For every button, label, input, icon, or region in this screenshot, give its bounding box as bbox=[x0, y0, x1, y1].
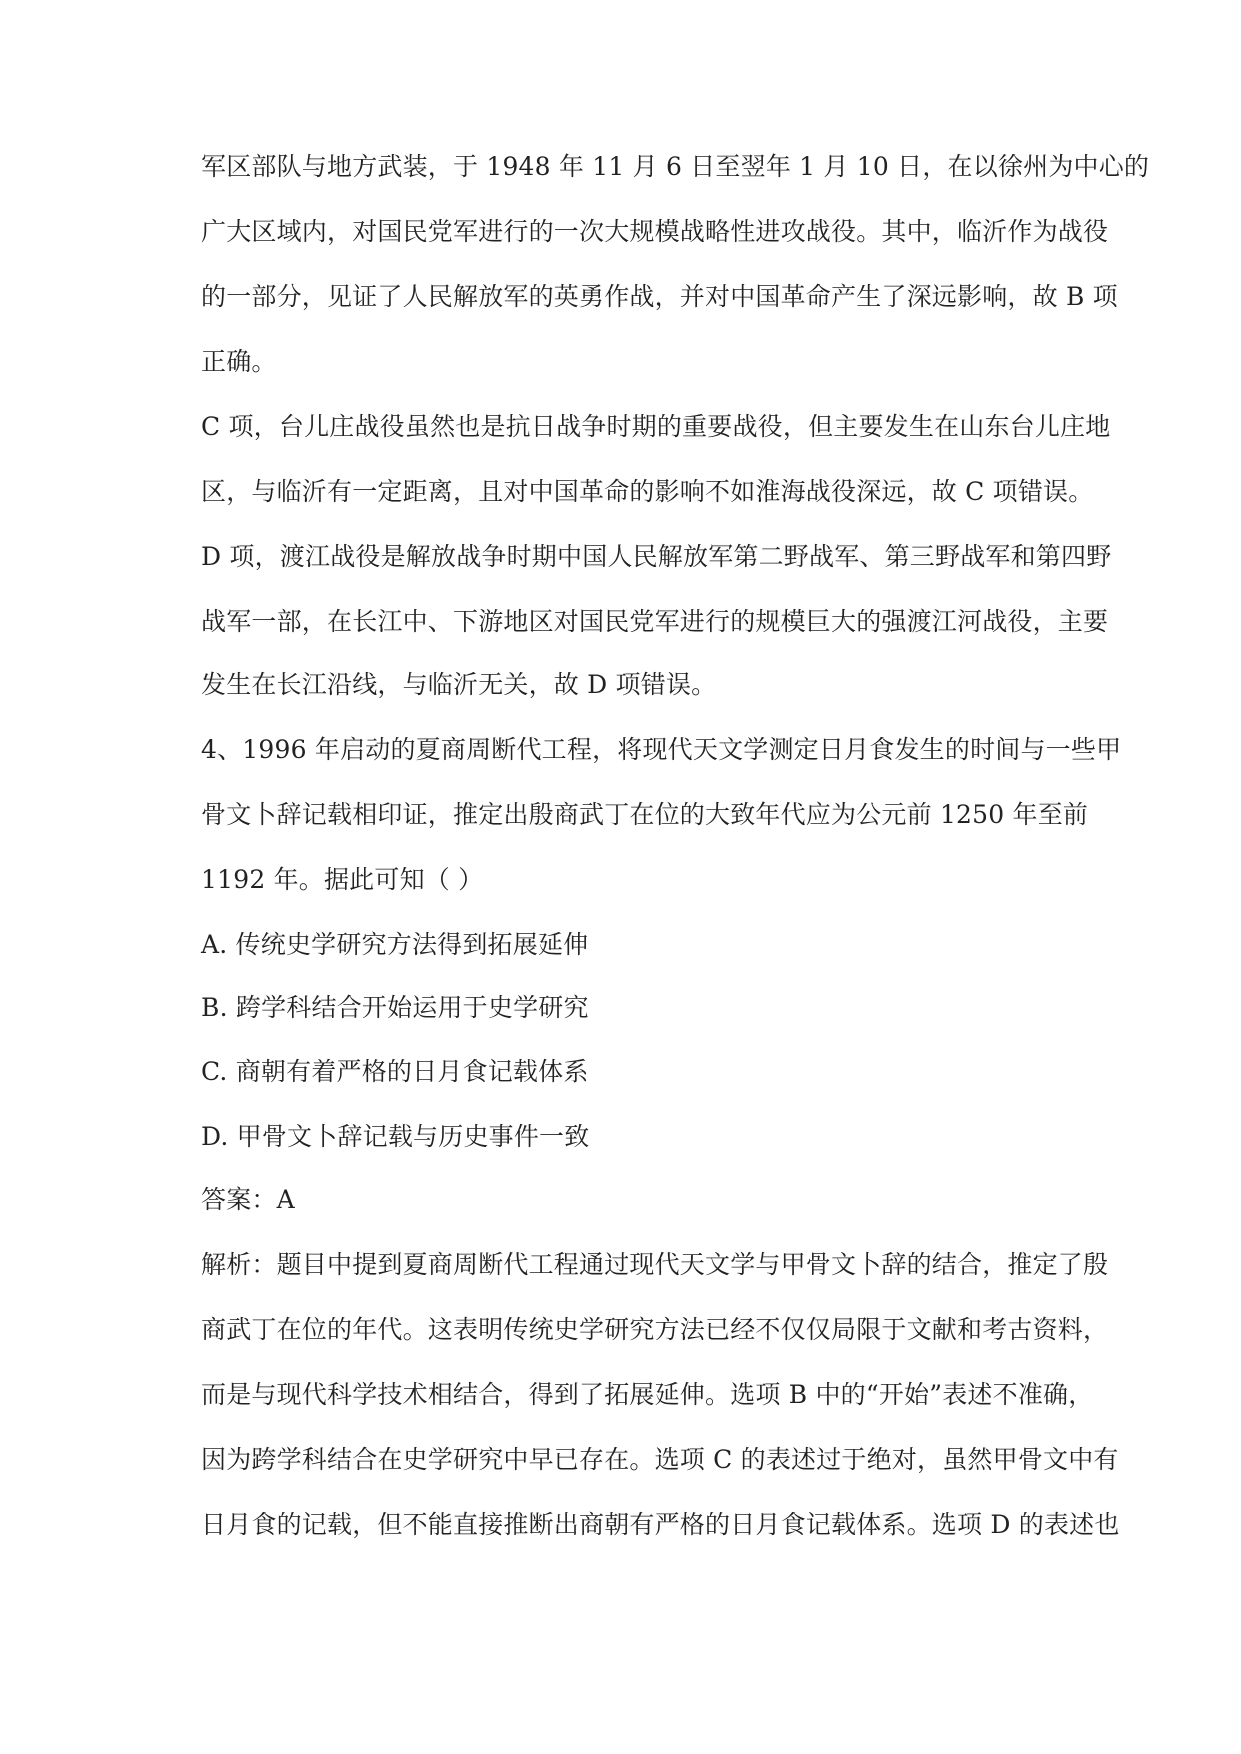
text-line: 发生在长江沿线，与临沂无关，故 D 项错误。 bbox=[201, 670, 717, 699]
option-a: A. 传统史学研究方法得到拓展延伸 bbox=[201, 930, 589, 959]
analysis-line: 商武丁在位的年代。这表明传统史学研究方法已经不仅仅局限于文献和考古资料， bbox=[201, 1315, 1109, 1344]
text-line: 军区部队与地方武装，于 1948 年 11 月 6 日至翌年 1 月 10 日，在以徐州为中心的 bbox=[201, 152, 1150, 181]
analysis-line: 因为跨学科结合在史学研究中早已存在。选项 C 的表述过于绝对，虽然甲骨文中有 bbox=[201, 1445, 1119, 1474]
text-line: 正确。 bbox=[201, 347, 277, 376]
analysis-line: 解析：题目中提到夏商周断代工程通过现代天文学与甲骨文卜辞的结合，推定了殷 bbox=[201, 1250, 1109, 1279]
answer-line: 答案：A bbox=[201, 1185, 295, 1214]
text-line: 的一部分，见证了人民解放军的英勇作战，并对中国革命产生了深远影响，故 B 项 bbox=[201, 282, 1118, 311]
option-b: B. 跨学科结合开始运用于史学研究 bbox=[201, 993, 589, 1022]
text-line: 广大区域内，对国民党军进行的一次大规模战略性进攻战役。其中，临沂作为战役 bbox=[201, 217, 1109, 246]
text-line: 区，与临沂有一定距离，且对中国革命的影响不如淮海战役深远，故 C 项错误。 bbox=[201, 477, 1094, 506]
analysis-line: 而是与现代科学技术相结合，得到了拓展延伸。选项 B 中的“开始”表述不准确， bbox=[201, 1380, 1094, 1409]
text-line: 战军一部，在长江中、下游地区对国民党军进行的规模巨大的强渡江河战役，主要 bbox=[201, 607, 1109, 636]
analysis-line: 日月食的记载，但不能直接推断出商朝有严格的日月食记载体系。选项 D 的表述也 bbox=[201, 1510, 1120, 1539]
question-stem: 1192 年。据此可知（ ） bbox=[201, 865, 484, 894]
question-stem: 骨文卜辞记载相印证，推定出殷商武丁在位的大致年代应为公元前 1250 年至前 bbox=[201, 800, 1089, 829]
text-line: C 项，台儿庄战役虽然也是抗日战争时期的重要战役，但主要发生在山东台儿庄地 bbox=[201, 412, 1111, 441]
question-stem: 4、1996 年启动的夏商周断代工程，将现代天文学测定日月食发生的时间与一些甲 bbox=[201, 735, 1122, 764]
option-c: C. 商朝有着严格的日月食记载体系 bbox=[201, 1057, 589, 1086]
option-d: D. 甲骨文卜辞记载与历史事件一致 bbox=[201, 1122, 590, 1151]
text-line: D 项，渡江战役是解放战争时期中国人民解放军第二野战军、第三野战军和第四野 bbox=[201, 542, 1112, 571]
